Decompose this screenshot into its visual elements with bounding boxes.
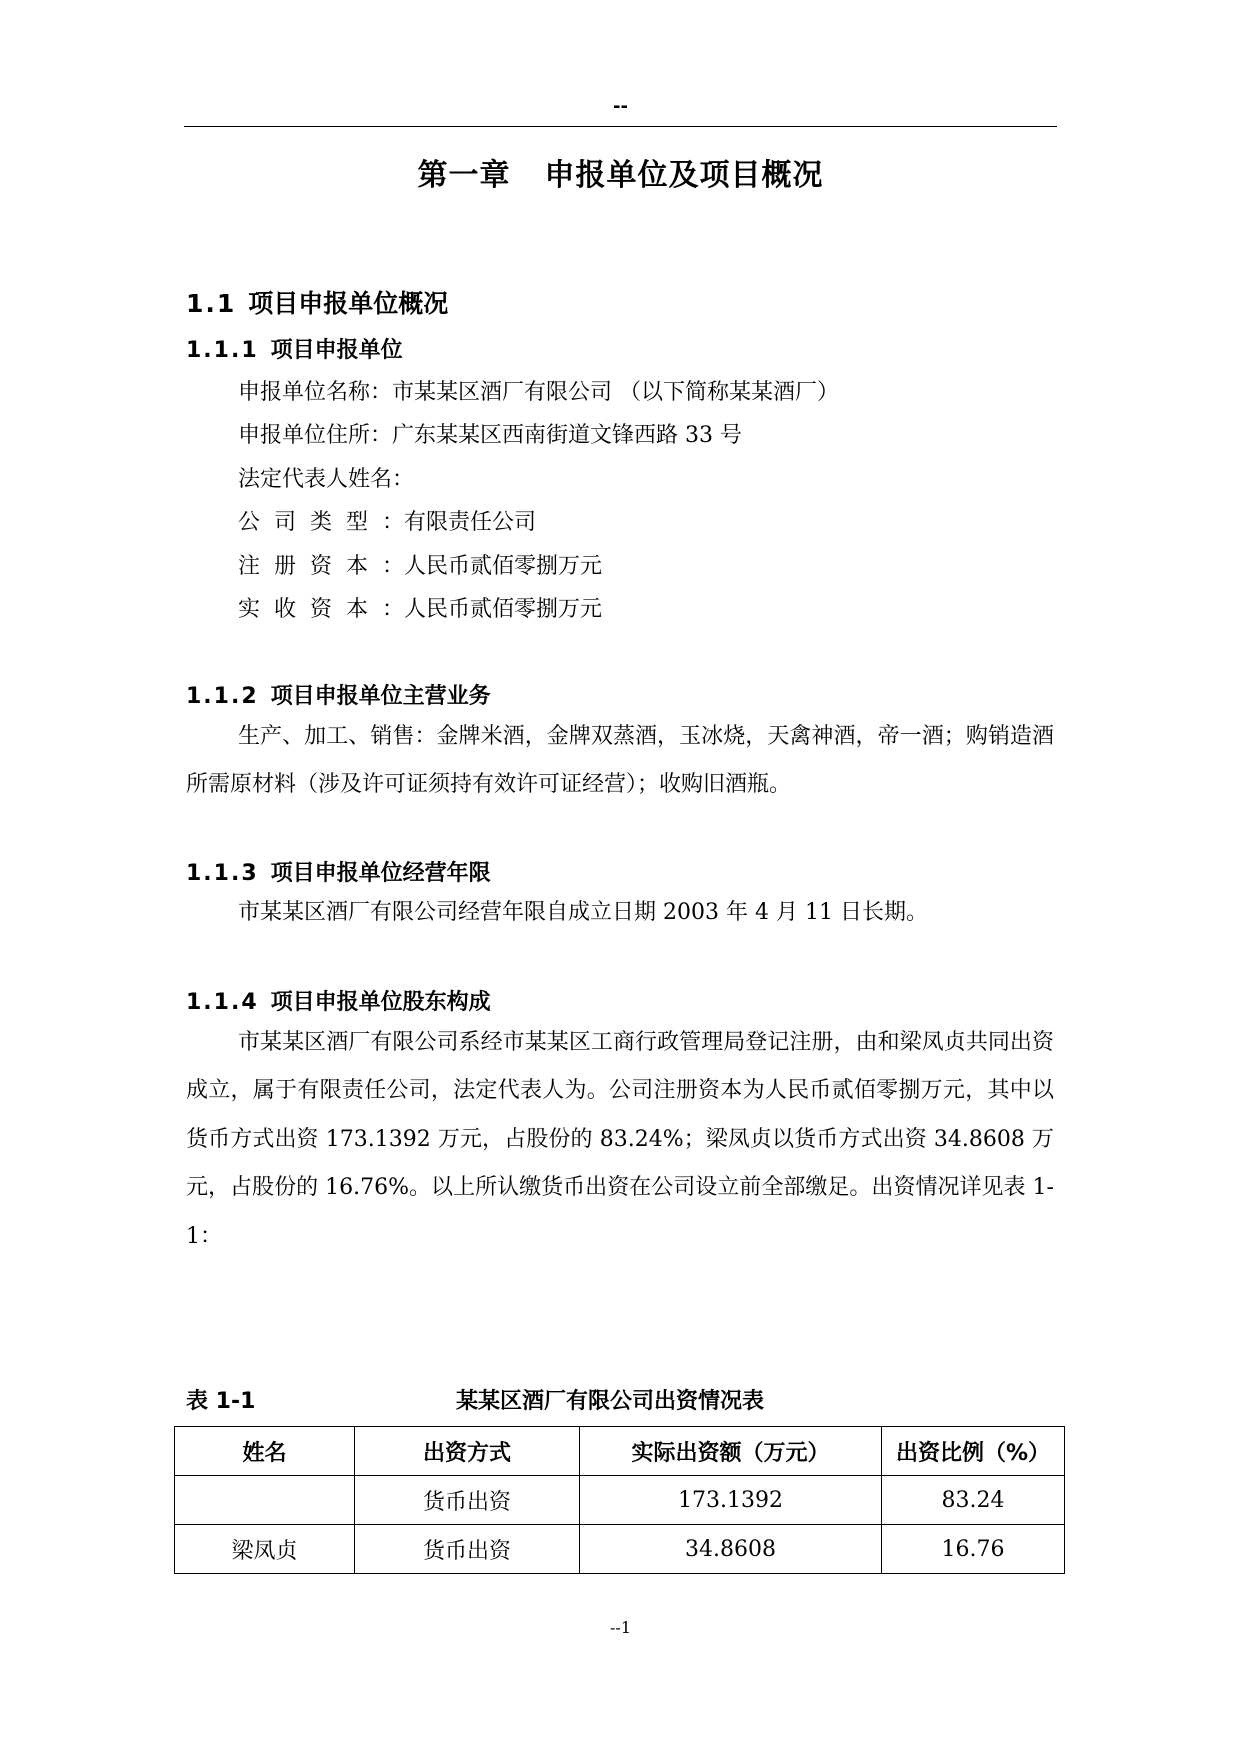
table-row [175,1525,1065,1574]
field-value: ：人民币贰佰零捌万元 [382,554,603,579]
section-number: 1.1.1 [186,338,259,363]
registered-capital-line [238,549,602,580]
section-title: 项目申报单位概况 [248,289,449,318]
header-rule [184,126,1057,127]
table-cell: 34.8608 [580,1525,882,1574]
shareholders-paragraph: 市某某区酒厂有限公司系经市某某区工商行政管理局登记注册，由和梁凤贞共同出资成立，属于有限责任公司，法定代表人为。公司注册资本为人民币贰佰零捌万元，其中以货币方式出资 173.1392 万元，占股份的 83.24%；梁凤贞以货币方式出资 34.8608 万元，占股份的 16.76%。以上所认缴货币出资在公司设立前全部缴足。出资情况详见表 1-1： [186,1030,1054,1249]
page-number: --1 [610,1618,631,1637]
table-cell: 173.1392 [580,1476,882,1525]
chapter-name: 申报单位及项目概况 [544,158,824,193]
table-cell: 梁凤贞 [175,1525,355,1574]
table-number: 表 1-1 [186,1389,256,1414]
section-heading-1-1-4 [186,985,491,1016]
chapter-title [0,150,1241,194]
paid-in-capital-line [238,592,602,623]
chapter-number: 第一章 [417,158,511,193]
section-heading-1-1-1 [186,333,403,364]
main-business-paragraph: 生产、加工、销售：金牌米酒，金牌双蒸酒，玉冰烧，天禽神酒，帝一酒；购销造酒所需原材料（涉及许可证须持有效许可证经营）；收购旧酒瓶。 [186,724,1054,798]
table-caption [186,1384,1054,1414]
field-value: ：有限责任公司 [382,510,537,535]
column-header: 姓名 [175,1427,355,1476]
section-heading-1-1-3 [186,856,491,887]
company-type-line [238,505,536,536]
section-title: 项目申报单位股东构成 [270,990,491,1015]
section-title: 项目申报单位经营年限 [270,861,491,886]
field-label: 实收资本 [238,597,383,622]
section-title: 项目申报单位 [270,338,403,363]
section-number: 1.1.4 [186,990,259,1015]
table-cell [175,1476,355,1525]
field-label: 注册资本 [238,554,383,579]
column-header: 实际出资额（万元） [580,1427,882,1476]
running-header: -- [613,96,628,117]
capital-contribution-table [174,1426,1065,1574]
section-number: 1.1 [186,289,237,318]
field-value: ：人民币贰佰零捌万元 [382,597,603,622]
table-row [175,1476,1065,1525]
table-cell: 货币出资 [355,1525,580,1574]
table-cell: 货币出资 [355,1476,580,1525]
column-header: 出资方式 [355,1427,580,1476]
table-title: 某某区酒厂有限公司出资情况表 [456,1389,765,1414]
section-title: 项目申报单位主营业务 [270,684,491,709]
table-cell: 83.24 [882,1476,1065,1525]
field-label: 公司类型 [238,510,383,535]
section-number: 1.1.3 [186,861,259,886]
column-header: 出资比例（%） [882,1427,1065,1476]
section-heading-1-1 [186,284,448,320]
section-number: 1.1.2 [186,684,259,709]
table-header-row [175,1427,1065,1476]
table-cell: 16.76 [882,1525,1065,1574]
applicant-address-line: 申报单位住所：广东某某区西南街道文锋西路 33 号 [238,423,742,448]
applicant-name-line: 申报单位名称：市某某区酒厂有限公司 （以下简称某某酒厂） [238,380,839,405]
section-heading-1-1-2 [186,679,491,710]
legal-rep-line: 法定代表人姓名： [238,467,415,492]
business-term-paragraph: 市某某区酒厂有限公司经营年限自成立日期 2003 年 4 月 11 日长期。 [238,900,928,925]
